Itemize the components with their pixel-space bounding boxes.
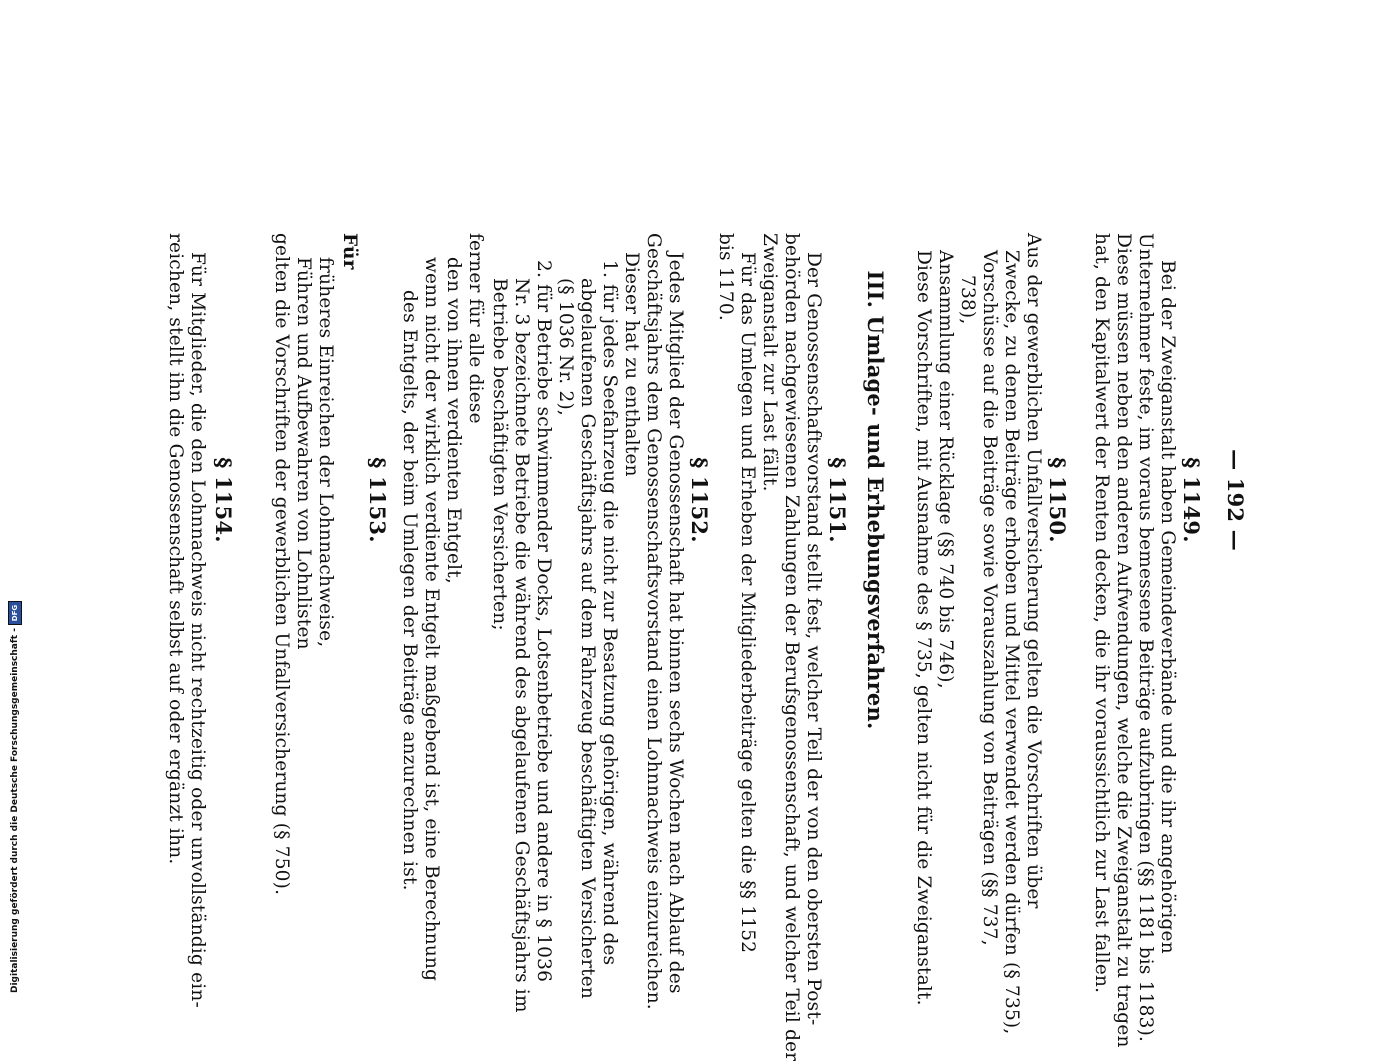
text-line: des Entgelts, der beim Umlegen der Beiträge anzurechnen ist.	[398, 290, 420, 891]
text-line: Betriebe beschäftigten Versicherten;	[488, 278, 510, 631]
text-line: behörden nachgewiesenen Zahlungen der Berufsgenossenschaft, und welcher Teil der	[780, 233, 802, 1061]
section-title: III. Umlage- und Erhebungsverfahren.	[862, 270, 888, 730]
text-line: Aus der gewerblichen Unfallversicherung gelten die Vorschriften über	[1022, 233, 1044, 909]
dfg-logo-icon: DFG	[8, 601, 22, 625]
section-1153-heading: § 1153.	[364, 457, 390, 543]
text-line: Für das Umlegen und Erheben der Mitgliederbeiträge gelten die §§ 1152	[736, 252, 758, 954]
section-1149-heading: § 1149.	[1178, 457, 1204, 543]
text-line: Diese Vorschriften, mit Ausnahme des § 735, gelten nicht für die Zweiganstalt.	[912, 250, 934, 1006]
text-line: bis 1170.	[714, 233, 736, 321]
text-line: Zwecke, zu denen Beiträge erhoben und Mittel verwendet werden dürfen (§ 735),	[1000, 250, 1022, 1035]
text-line: Ansammlung einer Rücklage (§§ 740 bis 746),	[934, 250, 956, 689]
text-line: abgelaufenen Geschäftsjahrs auf dem Fahrzeug beschäftigten Versicherten	[576, 278, 598, 1000]
text-line: Nr. 3 bezeichnete Betriebe die während des abgelaufenen Geschäftsjahrs im	[510, 278, 532, 1013]
text-line: (§ 1036 Nr. 2),	[554, 278, 576, 416]
text-line: 738),	[956, 275, 978, 325]
digitization-credit	[8, 601, 22, 993]
text-line: gelten die Vorschriften der gewerblichen Unfallversicherung (§ 750).	[270, 233, 292, 896]
page-number: — 192 —	[1222, 449, 1248, 551]
section-1152-heading: § 1152.	[686, 457, 712, 543]
section-1154-heading: § 1154.	[210, 457, 236, 543]
text-line: wenn nicht der wirklich verdiente Entgelt maßgebend ist, eine Berechnung	[420, 257, 442, 982]
list-item: 2. für Betriebe schwimmender Docks, Lotsenbetriebe und andere in § 1036	[532, 260, 554, 983]
text-line: Diese müssen neben den anderen Aufwendungen, welche die Zweiganstalt zu tragen	[1112, 233, 1134, 1048]
text-line: Dieser hat zu enthalten	[620, 252, 642, 477]
text-line: Vorschüsse auf die Beiträge sowie Vorauszahlung von Beiträgen (§§ 737,	[978, 250, 1000, 946]
text-line: den von ihnen verdienten Entgelt,	[442, 257, 464, 584]
text-line: Der Genossenschaftsvorstand stellt fest, welcher Teil der von den obersten Post-	[802, 252, 824, 1026]
text-line: Jedes Mitglied der Genossenschaft hat binnen sechs Wochen nach Ablauf des	[664, 252, 686, 994]
text-line: hat, den Kapitalwert der Renten decken, die ihr voraussichtlich zur Last fallen.	[1090, 233, 1112, 994]
text-line: Geschäftsjahrs dem Genossenschaftsvorstand einen Lohnnachweis einzureichen.	[642, 233, 664, 1010]
section-1150-heading: § 1150.	[1044, 457, 1070, 543]
text-line: Für Mitglieder, die den Lohnnachweis nicht rechtzeitig oder unvollständig ein-	[186, 252, 208, 1008]
text-line: früheres Einreichen der Lohnnachweise,	[314, 257, 336, 648]
text-line: ferner für alle diese	[464, 233, 486, 424]
section-1151-heading: § 1151.	[824, 457, 850, 543]
text-line: Führen und Aufbewahren von Lohnlisten	[292, 257, 314, 650]
text-line: reichen, stellt ihn die Genossenschaft selbst auf oder ergänzt ihn.	[164, 233, 186, 865]
text-line: Zweiganstalt zur Last fällt.	[758, 233, 780, 492]
rotated-document-page	[142, 0, 1248, 1061]
credit-text: Digitalisierung gefördert durch die Deutsche Forschungsgemeinschaft -	[10, 628, 20, 993]
list-item: 1. für jedes Seefahrzeug die nicht zur Besatzung gehörigen, während des	[598, 260, 620, 966]
text-line: Bei der Zweiganstalt haben Gemeindeverbände und die ihr angehörigen	[1156, 260, 1178, 954]
text-line: Für	[338, 233, 360, 270]
text-line: Unternehmer feste, im voraus bemessene Beiträge aufzubringen (§§ 1181 bis 1183).	[1134, 233, 1156, 1043]
